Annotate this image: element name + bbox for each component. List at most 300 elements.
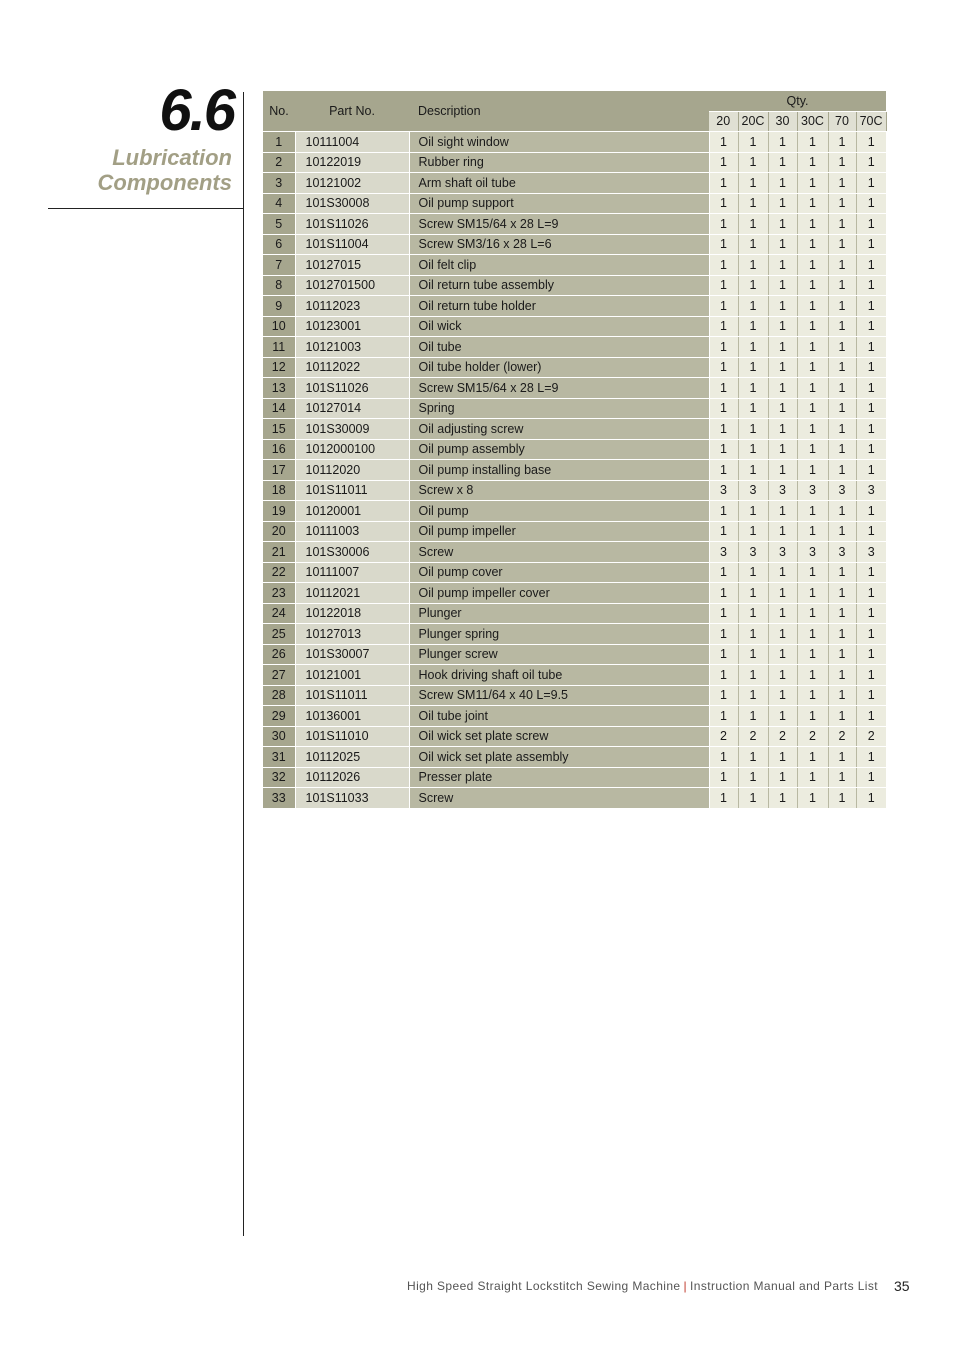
cell-description: Plunger xyxy=(409,603,709,624)
table-row xyxy=(263,460,886,481)
cell-qty: 1 xyxy=(856,173,886,194)
cell-qty: 1 xyxy=(856,767,886,788)
cell-qty: 1 xyxy=(768,419,797,440)
table-row xyxy=(263,665,886,686)
cell-qty: 3 xyxy=(828,480,856,501)
cell-description: Oil return tube assembly xyxy=(409,275,709,296)
cell-qty: 1 xyxy=(797,706,828,727)
cell-qty: 1 xyxy=(828,788,856,809)
cell-qty: 1 xyxy=(828,624,856,645)
cell-qty: 1 xyxy=(738,357,768,378)
cell-qty: 1 xyxy=(709,501,738,522)
cell-qty: 1 xyxy=(738,316,768,337)
cell-qty: 1 xyxy=(856,665,886,686)
cell-qty: 1 xyxy=(828,357,856,378)
cell-qty: 2 xyxy=(828,726,856,747)
cell-no: 16 xyxy=(263,439,295,460)
cell-qty: 1 xyxy=(828,460,856,481)
cell-qty: 1 xyxy=(768,460,797,481)
cell-description: Oil pump cover xyxy=(409,562,709,583)
cell-qty: 1 xyxy=(768,665,797,686)
cell-qty: 1 xyxy=(709,357,738,378)
cell-qty: 1 xyxy=(797,521,828,542)
cell-qty: 1 xyxy=(828,521,856,542)
cell-part-no: 101S11011 xyxy=(295,685,409,706)
cell-part-no: 1012000100 xyxy=(295,439,409,460)
cell-qty: 1 xyxy=(709,706,738,727)
cell-no: 6 xyxy=(263,234,295,255)
cell-part-no: 10121003 xyxy=(295,337,409,358)
cell-qty: 3 xyxy=(797,542,828,563)
cell-qty: 1 xyxy=(856,152,886,173)
table-row xyxy=(263,562,886,583)
cell-qty: 1 xyxy=(709,316,738,337)
cell-qty: 1 xyxy=(738,521,768,542)
cell-qty: 1 xyxy=(738,644,768,665)
cell-qty: 1 xyxy=(738,439,768,460)
cell-part-no: 101S30009 xyxy=(295,419,409,440)
table-row xyxy=(263,378,886,399)
cell-qty: 2 xyxy=(738,726,768,747)
cell-qty: 1 xyxy=(828,132,856,153)
cell-qty: 2 xyxy=(768,726,797,747)
cell-description: Oil pump installing base xyxy=(409,460,709,481)
cell-qty: 1 xyxy=(738,788,768,809)
cell-qty: 1 xyxy=(856,439,886,460)
page-number: 35 xyxy=(894,1278,910,1294)
cell-description: Oil pump impeller cover xyxy=(409,583,709,604)
cell-qty: 1 xyxy=(709,193,738,214)
cell-qty: 1 xyxy=(738,378,768,399)
cell-no: 19 xyxy=(263,501,295,522)
cell-qty: 1 xyxy=(709,173,738,194)
cell-no: 26 xyxy=(263,644,295,665)
cell-part-no: 10112023 xyxy=(295,296,409,317)
cell-qty: 1 xyxy=(797,337,828,358)
cell-qty: 1 xyxy=(709,624,738,645)
cell-qty: 1 xyxy=(738,193,768,214)
table-row xyxy=(263,603,886,624)
header-no: No. xyxy=(263,91,295,132)
cell-qty: 1 xyxy=(797,603,828,624)
cell-description: Oil felt clip xyxy=(409,255,709,276)
cell-qty: 1 xyxy=(709,665,738,686)
cell-description: Plunger spring xyxy=(409,624,709,645)
cell-qty: 2 xyxy=(797,726,828,747)
cell-qty: 3 xyxy=(709,480,738,501)
cell-no: 11 xyxy=(263,337,295,358)
cell-qty: 1 xyxy=(828,193,856,214)
cell-qty: 1 xyxy=(856,214,886,235)
cell-qty: 1 xyxy=(856,398,886,419)
cell-qty: 1 xyxy=(738,583,768,604)
cell-no: 25 xyxy=(263,624,295,645)
cell-qty: 2 xyxy=(709,726,738,747)
cell-qty: 1 xyxy=(797,132,828,153)
cell-qty: 1 xyxy=(738,767,768,788)
cell-qty: 1 xyxy=(856,337,886,358)
cell-qty: 1 xyxy=(768,173,797,194)
cell-description: Oil return tube holder xyxy=(409,296,709,317)
cell-no: 7 xyxy=(263,255,295,276)
cell-qty: 1 xyxy=(738,255,768,276)
cell-qty: 1 xyxy=(709,132,738,153)
cell-qty: 1 xyxy=(768,398,797,419)
cell-qty: 1 xyxy=(709,767,738,788)
table-row xyxy=(263,337,886,358)
cell-qty: 3 xyxy=(856,480,886,501)
table-row xyxy=(263,193,886,214)
cell-qty: 1 xyxy=(797,378,828,399)
cell-description: Screw x 8 xyxy=(409,480,709,501)
cell-qty: 1 xyxy=(768,788,797,809)
section-title-line1: Lubrication xyxy=(112,145,232,170)
cell-qty: 1 xyxy=(828,439,856,460)
table-row xyxy=(263,296,886,317)
cell-qty: 1 xyxy=(768,624,797,645)
cell-part-no: 10121002 xyxy=(295,173,409,194)
cell-qty: 1 xyxy=(856,685,886,706)
cell-qty: 1 xyxy=(797,788,828,809)
cell-qty: 1 xyxy=(797,193,828,214)
cell-qty: 1 xyxy=(856,644,886,665)
cell-qty: 3 xyxy=(797,480,828,501)
cell-qty: 1 xyxy=(856,706,886,727)
cell-no: 18 xyxy=(263,480,295,501)
cell-qty: 1 xyxy=(856,357,886,378)
cell-qty: 1 xyxy=(797,296,828,317)
cell-qty: 1 xyxy=(768,603,797,624)
cell-part-no: 10121001 xyxy=(295,665,409,686)
cell-qty: 1 xyxy=(797,398,828,419)
cell-qty: 1 xyxy=(768,521,797,542)
cell-no: 13 xyxy=(263,378,295,399)
cell-part-no: 10123001 xyxy=(295,316,409,337)
cell-qty: 1 xyxy=(828,747,856,768)
cell-qty: 1 xyxy=(768,357,797,378)
cell-qty: 1 xyxy=(828,767,856,788)
table-row xyxy=(263,788,886,809)
cell-qty: 1 xyxy=(768,255,797,276)
table-row xyxy=(263,316,886,337)
cell-no: 10 xyxy=(263,316,295,337)
cell-qty: 1 xyxy=(828,337,856,358)
cell-part-no: 10122018 xyxy=(295,603,409,624)
cell-qty: 1 xyxy=(768,562,797,583)
cell-qty: 1 xyxy=(738,747,768,768)
table-row xyxy=(263,173,886,194)
cell-qty: 1 xyxy=(797,665,828,686)
cell-part-no: 10111007 xyxy=(295,562,409,583)
cell-qty: 1 xyxy=(738,214,768,235)
table-row xyxy=(263,542,886,563)
table-row xyxy=(263,583,886,604)
cell-part-no: 10120001 xyxy=(295,501,409,522)
cell-part-no: 101S11026 xyxy=(295,214,409,235)
cell-qty: 1 xyxy=(768,644,797,665)
cell-qty: 1 xyxy=(828,214,856,235)
cell-qty: 1 xyxy=(738,706,768,727)
cell-qty: 1 xyxy=(856,132,886,153)
cell-part-no: 10127013 xyxy=(295,624,409,645)
cell-qty: 1 xyxy=(856,419,886,440)
cell-qty: 1 xyxy=(709,521,738,542)
cell-qty: 1 xyxy=(856,193,886,214)
cell-qty: 1 xyxy=(738,337,768,358)
cell-no: 31 xyxy=(263,747,295,768)
table-row xyxy=(263,275,886,296)
cell-qty: 1 xyxy=(709,275,738,296)
parts-body xyxy=(263,132,886,809)
cell-part-no: 10112026 xyxy=(295,767,409,788)
cell-qty: 1 xyxy=(738,665,768,686)
cell-qty: 1 xyxy=(828,296,856,317)
footer-title: High Speed Straight Lockstitch Sewing Machine xyxy=(407,1279,681,1293)
table-row xyxy=(263,398,886,419)
cell-part-no: 10111004 xyxy=(295,132,409,153)
cell-qty: 1 xyxy=(828,501,856,522)
footer xyxy=(407,1279,878,1293)
vertical-rule xyxy=(243,92,244,1236)
table-row xyxy=(263,726,886,747)
cell-qty: 1 xyxy=(768,296,797,317)
cell-description: Screw xyxy=(409,788,709,809)
cell-qty: 3 xyxy=(738,542,768,563)
cell-qty: 1 xyxy=(768,747,797,768)
cell-qty: 3 xyxy=(709,542,738,563)
cell-qty: 1 xyxy=(709,214,738,235)
cell-description: Oil tube holder (lower) xyxy=(409,357,709,378)
cell-no: 29 xyxy=(263,706,295,727)
cell-part-no: 101S11026 xyxy=(295,378,409,399)
cell-no: 30 xyxy=(263,726,295,747)
cell-qty: 1 xyxy=(709,603,738,624)
cell-qty: 1 xyxy=(709,234,738,255)
cell-no: 2 xyxy=(263,152,295,173)
cell-qty: 1 xyxy=(797,214,828,235)
cell-qty: 1 xyxy=(797,255,828,276)
cell-qty: 1 xyxy=(797,767,828,788)
header-qty-col: 70 xyxy=(828,111,856,132)
cell-qty: 3 xyxy=(768,480,797,501)
cell-qty: 1 xyxy=(709,255,738,276)
cell-part-no: 10111003 xyxy=(295,521,409,542)
cell-qty: 1 xyxy=(709,439,738,460)
cell-description: Oil pump impeller xyxy=(409,521,709,542)
cell-qty: 1 xyxy=(738,398,768,419)
cell-qty: 1 xyxy=(738,562,768,583)
cell-part-no: 101S30006 xyxy=(295,542,409,563)
cell-qty: 1 xyxy=(797,460,828,481)
cell-description: Oil pump xyxy=(409,501,709,522)
table-row xyxy=(263,214,886,235)
cell-description: Oil tube joint xyxy=(409,706,709,727)
cell-no: 1 xyxy=(263,132,295,153)
cell-qty: 1 xyxy=(738,501,768,522)
cell-qty: 1 xyxy=(768,583,797,604)
cell-qty: 1 xyxy=(709,419,738,440)
cell-qty: 1 xyxy=(709,788,738,809)
cell-qty: 3 xyxy=(828,542,856,563)
cell-qty: 1 xyxy=(856,234,886,255)
cell-qty: 1 xyxy=(768,152,797,173)
cell-qty: 1 xyxy=(709,685,738,706)
cell-no: 23 xyxy=(263,583,295,604)
cell-qty: 1 xyxy=(738,685,768,706)
cell-qty: 1 xyxy=(768,275,797,296)
cell-qty: 1 xyxy=(828,685,856,706)
table-row xyxy=(263,480,886,501)
cell-no: 8 xyxy=(263,275,295,296)
cell-qty: 1 xyxy=(768,501,797,522)
cell-qty: 1 xyxy=(768,316,797,337)
table-row xyxy=(263,706,886,727)
cell-qty: 1 xyxy=(709,337,738,358)
cell-qty: 1 xyxy=(797,173,828,194)
table-row xyxy=(263,644,886,665)
cell-description: Plunger screw xyxy=(409,644,709,665)
header-qty-col: 20C xyxy=(738,111,768,132)
cell-qty: 1 xyxy=(797,583,828,604)
section-number: 6.6 xyxy=(159,78,234,143)
cell-qty: 1 xyxy=(856,624,886,645)
cell-qty: 1 xyxy=(797,562,828,583)
cell-qty: 1 xyxy=(856,275,886,296)
cell-qty: 1 xyxy=(828,378,856,399)
cell-qty: 1 xyxy=(738,234,768,255)
cell-description: Rubber ring xyxy=(409,152,709,173)
footer-separator: | xyxy=(683,1279,688,1293)
cell-no: 15 xyxy=(263,419,295,440)
header-qty-col: 30C xyxy=(797,111,828,132)
cell-qty: 1 xyxy=(738,132,768,153)
cell-qty: 1 xyxy=(709,152,738,173)
cell-qty: 1 xyxy=(738,152,768,173)
cell-description: Screw SM3/16 x 28 L=6 xyxy=(409,234,709,255)
cell-qty: 1 xyxy=(828,562,856,583)
cell-description: Hook driving shaft oil tube xyxy=(409,665,709,686)
cell-qty: 1 xyxy=(856,255,886,276)
cell-qty: 1 xyxy=(828,173,856,194)
cell-no: 24 xyxy=(263,603,295,624)
cell-qty: 1 xyxy=(768,337,797,358)
cell-description: Screw SM11/64 x 40 L=9.5 xyxy=(409,685,709,706)
cell-qty: 1 xyxy=(856,747,886,768)
cell-qty: 1 xyxy=(768,193,797,214)
cell-qty: 1 xyxy=(856,501,886,522)
cell-part-no: 10112021 xyxy=(295,583,409,604)
cell-qty: 1 xyxy=(709,562,738,583)
cell-qty: 1 xyxy=(856,378,886,399)
cell-description: Screw xyxy=(409,542,709,563)
cell-qty: 1 xyxy=(856,562,886,583)
cell-description: Oil wick set plate screw xyxy=(409,726,709,747)
cell-part-no: 10112020 xyxy=(295,460,409,481)
cell-description: Oil wick set plate assembly xyxy=(409,747,709,768)
table-row xyxy=(263,152,886,173)
cell-part-no: 101S30007 xyxy=(295,644,409,665)
cell-qty: 1 xyxy=(856,521,886,542)
cell-no: 20 xyxy=(263,521,295,542)
cell-qty: 1 xyxy=(797,624,828,645)
header-qty-col: 70C xyxy=(856,111,886,132)
cell-description: Screw SM15/64 x 28 L=9 xyxy=(409,214,709,235)
cell-qty: 1 xyxy=(738,275,768,296)
cell-part-no: 101S11033 xyxy=(295,788,409,809)
cell-qty: 1 xyxy=(797,419,828,440)
cell-qty: 1 xyxy=(709,583,738,604)
cell-no: 4 xyxy=(263,193,295,214)
cell-no: 22 xyxy=(263,562,295,583)
cell-description: Spring xyxy=(409,398,709,419)
cell-qty: 3 xyxy=(856,542,886,563)
table-row xyxy=(263,132,886,153)
cell-qty: 1 xyxy=(856,316,886,337)
cell-part-no: 101S11004 xyxy=(295,234,409,255)
cell-no: 12 xyxy=(263,357,295,378)
section-title-line2: Components xyxy=(97,170,232,195)
cell-qty: 1 xyxy=(768,214,797,235)
cell-qty: 1 xyxy=(856,583,886,604)
cell-description: Oil adjusting screw xyxy=(409,419,709,440)
cell-qty: 1 xyxy=(797,439,828,460)
cell-no: 27 xyxy=(263,665,295,686)
cell-qty: 1 xyxy=(828,398,856,419)
cell-description: Arm shaft oil tube xyxy=(409,173,709,194)
cell-qty: 1 xyxy=(797,316,828,337)
cell-description: Oil pump support xyxy=(409,193,709,214)
cell-qty: 1 xyxy=(709,644,738,665)
header-part-no: Part No. xyxy=(295,91,409,132)
cell-qty: 3 xyxy=(768,542,797,563)
cell-description: Oil pump assembly xyxy=(409,439,709,460)
cell-qty: 1 xyxy=(768,378,797,399)
cell-qty: 1 xyxy=(709,398,738,419)
table-row xyxy=(263,685,886,706)
cell-part-no: 101S30008 xyxy=(295,193,409,214)
cell-qty: 1 xyxy=(738,603,768,624)
cell-qty: 1 xyxy=(768,234,797,255)
cell-part-no: 10112025 xyxy=(295,747,409,768)
cell-qty: 1 xyxy=(856,460,886,481)
cell-part-no: 10112022 xyxy=(295,357,409,378)
table-row xyxy=(263,501,886,522)
parts-table xyxy=(263,91,887,809)
cell-qty: 1 xyxy=(768,767,797,788)
cell-no: 28 xyxy=(263,685,295,706)
cell-qty: 1 xyxy=(856,603,886,624)
table-row xyxy=(263,234,886,255)
cell-part-no: 10122019 xyxy=(295,152,409,173)
cell-qty: 1 xyxy=(709,747,738,768)
cell-qty: 1 xyxy=(828,255,856,276)
cell-no: 32 xyxy=(263,767,295,788)
cell-qty: 1 xyxy=(797,275,828,296)
cell-qty: 1 xyxy=(828,275,856,296)
cell-qty: 1 xyxy=(768,439,797,460)
title-underline xyxy=(48,208,244,209)
cell-qty: 1 xyxy=(709,378,738,399)
cell-no: 33 xyxy=(263,788,295,809)
cell-qty: 1 xyxy=(828,234,856,255)
table-row xyxy=(263,357,886,378)
cell-part-no: 10127015 xyxy=(295,255,409,276)
cell-part-no: 10136001 xyxy=(295,706,409,727)
table-row xyxy=(263,521,886,542)
cell-no: 17 xyxy=(263,460,295,481)
header-description: Description xyxy=(409,91,709,132)
cell-qty: 1 xyxy=(797,234,828,255)
